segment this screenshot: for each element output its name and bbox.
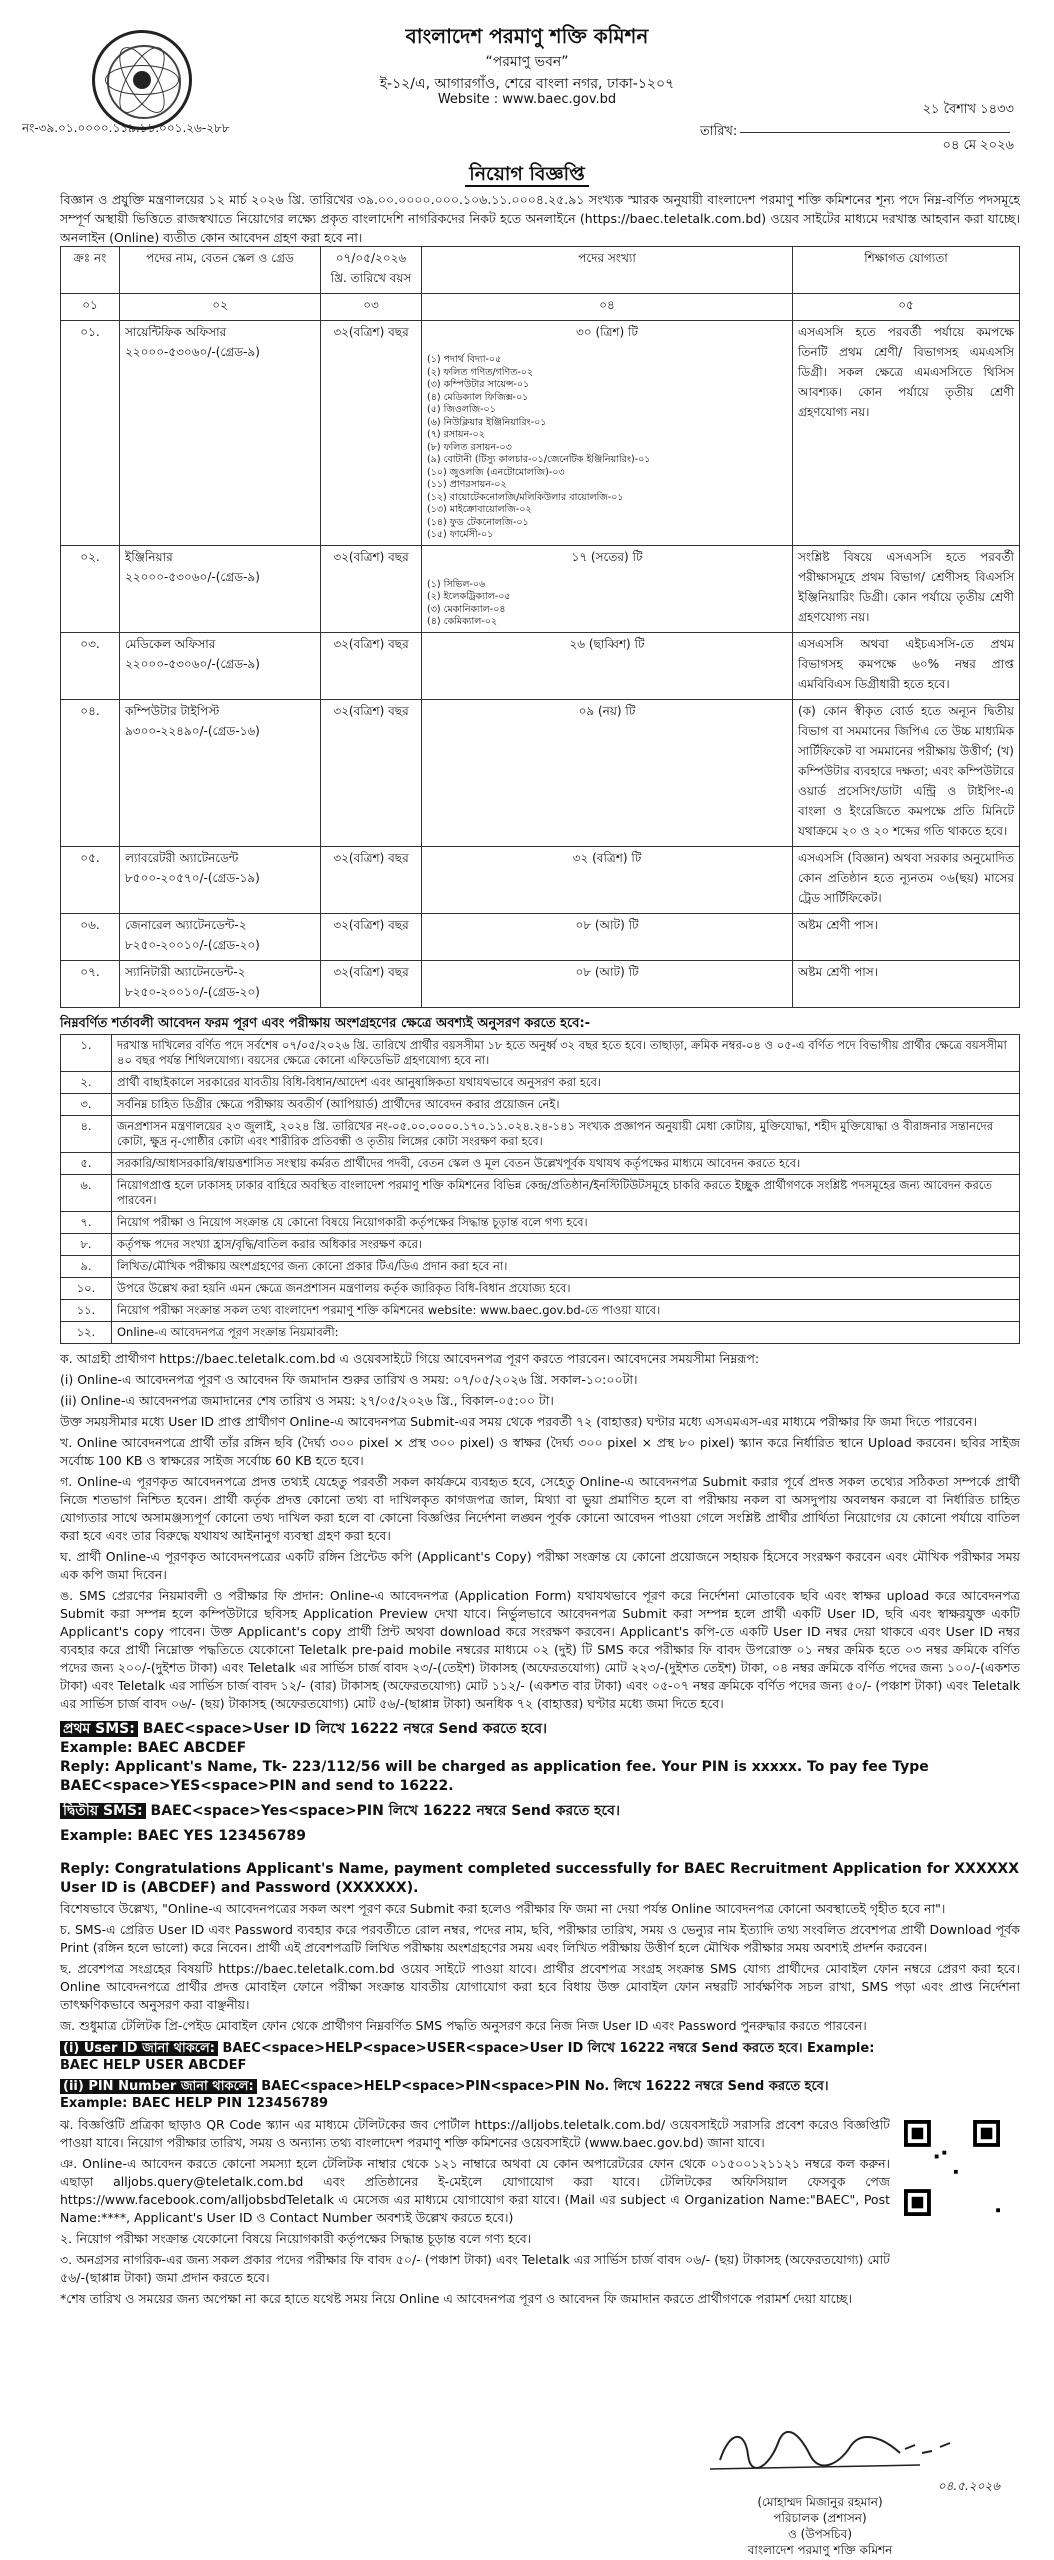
post-count: ০৮ (আট) টি xyxy=(575,917,639,932)
paragraph: (ii) Online-এ আবেদনপত্র জমাদানের শেষ তারিখ ও সময়: ২৭/০৫/২০২৬ খ্রি., বিকাল-০৫:০০ টা। xyxy=(60,1393,554,1408)
condition-row xyxy=(61,1300,1020,1322)
post-name: স্যানিটারী অ্যাটেনডেন্ট-২ xyxy=(125,964,246,979)
signatory-block xyxy=(640,2478,1000,2558)
paragraph: গ. Online-এ পূরণকৃত আবেদনপত্রে প্রদত্ত তথ্যই যেহেতু পরবর্তী সকল কার্যক্রমে ব্যবহৃত হবে, সেহেতু Online-এ আবেদনপত্র Submit করার পূর্বে প্রদত্ত সকল তথ্যের সঠিকতা সম্পর্কে প্রার্থী নিজে শতভাগ নিশ্চিত হবেন। প্রার্থী কর্তৃক প্রদত্ত কোনো তথ্য বা দাখিলকৃত কাগজপত্র জাল, মিথ্যা বা ভুয়া প্রমাণিত হলে বা পরীক্ষায় নকল বা অসদুপায় অবলম্বন করলে বা নির্ধারিত চাহিত যোগ্যতার সাথে অসামঞ্জস্যপূর্ণ কোনো তথ্য দাখিল করা হলে বা কোনো বিজ্ঞপ্তির নির্দেশনা লঙ্ঘন পূর্বক কোনো আবেদন পাওয়া গেলে সংশ্লিষ্ট প্রার্থীর প্রার্থিতা নিয়োগের যে কোনো পর্যায়ে বাতিল করা হবে এবং তার বিরুদ্ধে যথাযথ আইনানুগ ব্যবস্থা গ্রহণ করা হবে। xyxy=(60,1474,1020,1543)
first-sms-text: BAEC<space>User ID লিখে 16222 নম্বরে Send করতে হবে। xyxy=(142,1721,548,1737)
sub-post-item: (৪) কেমিক্যাল-০২ xyxy=(427,616,498,627)
col-number: ০৫ xyxy=(793,294,1020,321)
condition-number: ৪. xyxy=(61,1116,112,1153)
col-serial: ক্রঃ নং xyxy=(61,247,120,294)
second-sms-text: BAEC<space>Yes<space>PIN লিখে 16222 নম্বরে Send করতে হবে। xyxy=(150,1803,620,1819)
paragraph: খ. Online আবেদনপত্রে প্রার্থী তাঁর রঙ্গিন ছবি (দৈর্ঘ্য ৩০০ pixel × প্রস্থ ৩০০ pixel) ও স্বাক্ষর (দৈর্ঘ্য ৩০০ pixel × প্রস্থ ৮০ pixel) স্ক্যান করে নির্ধারিত স্থানে Upload করবেন। ছবির সাইজ সর্বোচ্চ 100 KB ও স্বাক্ষরের সাইজ সর্বোচ্চ 60 KB হতে হবে। xyxy=(60,1435,1020,1468)
condition-number: ৫. xyxy=(61,1153,112,1175)
pay-scale: ৮২৫০-২০০১০/-(গ্রেড-২০) xyxy=(125,984,260,999)
sub-post-item: (২) ইলেকট্রিক্যাল-০৫ xyxy=(427,591,511,602)
condition-row xyxy=(61,1153,1020,1175)
post-name: ল্যাবরেটরী অ্যাটেনডেন্ট xyxy=(125,850,239,865)
row-serial: ০১. xyxy=(61,321,120,546)
condition-number: ৬. xyxy=(61,1175,112,1212)
table-row xyxy=(61,846,1020,913)
condition-row xyxy=(61,1175,1020,1212)
signatory-title: পরিচালক (প্রশাসন) xyxy=(773,2511,867,2525)
post-count: ০৯ (নয়) টি xyxy=(578,703,636,718)
conditions-title: নিম্নবর্ণিত শর্তাবলী আবেদন ফরম পূরণ এবং পরীক্ষায় অংশগ্রহণের ক্ষেত্রে অবশ্যই অনুসরণ করতে হবে:- xyxy=(60,1016,591,1031)
pin-text: BAEC<space>HELP<space>PIN<space>PIN No. লিখে 16222 নম্বরে Send করতে হবে। Example: BAEC HELP PIN 123456789 xyxy=(60,2079,829,2111)
sub-post-item: (৫) জিওলজি-০১ xyxy=(427,404,496,415)
pay-scale: ২২০০০-৫৩০৬০/-(গ্রেড-৯) xyxy=(125,656,260,671)
row-post xyxy=(120,321,321,546)
post-count: ২৬ (ছাব্বিশ) টি xyxy=(569,636,645,651)
post-name: জেনারেল অ্যাটেনডেন্ট-২ xyxy=(125,917,247,932)
row-qualification: এসএসসি অথবা এইচএসসি-তে প্রথম বিভাগসহ কমপক্ষে ৬০% নম্বর প্রাপ্ত এমবিবিএস ডিগ্রীধারী হতে হবে। xyxy=(793,632,1020,699)
post-count: ৩২ (বত্রিশ) টি xyxy=(572,850,642,865)
pay-scale: ৯৩০০-২২৪৯০/-(গ্রেড-১৬) xyxy=(125,723,260,738)
paragraph: ২. নিয়োগ পরীক্ষা সংক্রান্ত যেকোনো বিষয়ে নিয়োগকারী কর্তৃপক্ষের সিদ্ধান্ত চূড়ান্ত বলে গণ্য হবে। xyxy=(60,2231,532,2246)
sub-post-item: (১৩) মাইক্রোবায়োলজি-০২ xyxy=(427,504,532,515)
paragraph: উক্ত সময়সীমার মধ্যে User ID প্রাপ্ত প্রার্থীগণ Online-এ আবেদনপত্র Submit-এর সময় থেকে পরবর্তী ৭২ (বাহাত্তর) ঘণ্টার মধ্যে এসএমএস-এর মাধ্যমে পরীক্ষার ফি জমা দিতে পারবেন। xyxy=(60,1414,978,1429)
table-row xyxy=(61,913,1020,960)
col-count: পদের সংখ্যা xyxy=(422,247,793,294)
condition-number: ৭. xyxy=(61,1212,112,1234)
condition-row xyxy=(61,1072,1020,1094)
row-post xyxy=(120,545,321,632)
building-name: “পরমাণু ভবন” xyxy=(485,54,569,70)
row-qualification: এসএসসি (বিজ্ঞান) অথবা সরকার অনুমোদিত কোন প্রতিষ্ঠান হতে ন্যূনতম ০৬(ছয়) মাসের ট্রেড সার্টিফিকেট। xyxy=(793,846,1020,913)
condition-row xyxy=(61,1212,1020,1234)
condition-text: কর্তৃপক্ষ পদের সংখ্যা হ্রাস/বৃদ্ধি/বাতিল করার অধিকার সংরক্ষণ করে। xyxy=(112,1234,1020,1256)
date-label: তারিখ: xyxy=(700,124,738,139)
row-serial: ০৬. xyxy=(61,913,120,960)
sms-instructions xyxy=(60,1720,1020,1846)
condition-row xyxy=(61,1234,1020,1256)
condition-number: ১. xyxy=(61,1035,112,1072)
condition-row xyxy=(61,1094,1020,1116)
row-qualification: (ক) কোন স্বীকৃত বোর্ড হতে অন্যূন দ্বিতীয় বিভাগ বা সমমানের জিপিএ তে উচ্চ মাধ্যমিক সার্টিফিকেট বা সমমানের পরীক্ষায় উত্তীর্ণ; (খ) কম্পিউটার ব্যবহারে দক্ষতা; এবং কম্পিউটারে ওয়ার্ড প্রসেসিং/ডাটা এন্ট্রি ও টাইপিং-এ বাংলা ও ইংরেজিতে কমপক্ষে প্রতি মিনিটে যথাক্রমে ২০ ও ২০ শব্দের গতি থাকতে হবে। xyxy=(793,699,1020,846)
condition-text: লিখিত/মৌখিক পরীক্ষায় অংশগ্রহণের জন্য কোনো প্রকার টিএ/ডিএ প্রদান করা হবে না। xyxy=(112,1256,1020,1278)
paragraph: বিশেষভাবে উল্লেখ্য, "Online-এ আবেদনপত্রের সকল অংশ পূরণ করে Submit করা হলেও পরীক্ষার ফি জমা না দেয়া পর্যন্ত Online আবেদনপত্র কোনো অবস্থাতেই গৃহীত হবে না"। xyxy=(60,1901,946,1916)
signatory-sub: ও (উপসচিব) xyxy=(787,2527,853,2541)
signature-date: ০৪.৫.২০২৬ xyxy=(937,2479,1000,2493)
sub-post-item: (৯) বোটানী (টিস্যু কালচার-০১/জেনেটিক ইঞ্জিনিয়ারিং)-০১ xyxy=(427,454,651,465)
memo-number: নং-৩৯.০১.০০০০.১১৯.১১.০০১.২৬-২৮৮ xyxy=(22,121,230,135)
col-number: ০২ xyxy=(120,294,321,321)
condition-text: উপরে উল্লেখ করা হয়নি এমন ক্ষেত্রে জনপ্রশাসন মন্ত্রণালয় কর্তৃক জারিকৃত বিধি-বিধান প্রযোজ্য হবে। xyxy=(112,1278,1020,1300)
row-post xyxy=(120,913,321,960)
pin-label: (ii) PIN Number জানা থাকলে: xyxy=(60,2079,257,2094)
row-qualification: অষ্টম শ্রেণী পাস। xyxy=(793,913,1020,960)
table-header-row xyxy=(61,247,1020,294)
sub-post-item: (১৪) ফুড টেকনোলজি-০১ xyxy=(427,516,529,528)
sub-post-item: (৭) রসায়ন-০২ xyxy=(427,429,485,440)
first-sms-label: প্রথম SMS: xyxy=(60,1721,138,1737)
second-sms-example: Example: BAEC YES 123456789 xyxy=(60,1828,306,1844)
recover-instructions xyxy=(60,2040,890,2112)
sub-post-item: (১২) বায়োটেকনোলজি/মলিকিউলার বায়োলজি-০১ xyxy=(427,491,624,503)
sub-post-item: (১০) জুওলজি (এনটোমোলজি)-০৩ xyxy=(427,466,565,478)
signature xyxy=(700,2425,1000,2475)
table-row xyxy=(61,321,1020,546)
table-row xyxy=(61,545,1020,632)
condition-row xyxy=(61,1035,1020,1072)
paragraph: চ. SMS-এ প্রেরিত User ID এবং Password ব্যবহার করে পরবর্তীতে রোল নম্বর, পদের নাম, ছবি, পরীক্ষার তারিখ, সময় ও ভেন্যুর নাম ইত্যাদি তথ্য সংবলিত প্রবেশপত্র প্রার্থী Download পূর্বক Print (রঙ্গিন হলে ভালো) করে নিবেন। প্রার্থী এই প্রবেশপত্রটি লিখিত পরীক্ষায় অংশগ্রহণের সময় এবং লিখিত পরীক্ষায় উত্তীর্ণ হলে মৌখিক পরীক্ষার সময় অবশ্যই প্রদর্শন করবেন। xyxy=(60,1922,1020,1955)
sub-post-item: (১) সিভিল-০৬ xyxy=(427,578,486,590)
post-count: ০৮ (আট) টি xyxy=(575,964,639,979)
qr-code[interactable] xyxy=(904,2120,1000,2216)
sub-post-item: (১৫) ফার্মেসী-০১ xyxy=(427,529,494,540)
row-serial: ০২. xyxy=(61,545,120,632)
date-english: ০৪ মে ২০২৬ xyxy=(942,138,1014,153)
col-number: ০৪ xyxy=(422,294,793,321)
paragraph: ঙ. SMS প্রেরণের নিয়মাবলী ও পরীক্ষার ফি প্রদান: Online-এ আবেদনপত্র (Application Form) যথাযথভাবে পূরণ করে নির্দেশনা মোতাবেক ছবি এবং স্বাক্ষর upload করে আবেদনপত্র Submit করা সম্পন্ন হলে কম্পিউটারে ছবিসহ Application Preview দেখা যাবে। নির্ভুলভাবে আবেদনপত্র Submit করা সম্পন্ন হলে প্রার্থী একটি User ID, ছবি এবং স্বাক্ষরযুক্ত একটি Applicant's copy পাবেন। উক্ত Applicant's copy প্রার্থী প্রিন্ট অথবা download করে সংরক্ষণ করবেন। Applicant's কপি-তে একটি User ID নম্বর দেয়া থাকবে এবং User ID নম্বর ব্যবহার করে প্রার্থী নিম্নোক্ত পদ্ধতিতে যেকোনো Teletalk pre-paid mobile নম্বরের মাধ্যমে ০২ (দুই) টি SMS করে পরীক্ষার ফি বাবদ উপরোক্ত ০১ নম্বর ক্রমিক হতে ০৩ নম্বর ক্রমিকে বর্ণিত পদের জন্য ২০০/-(দুইশত টাকা) এবং Teletalk এর সার্ভিস চার্জ বাবদ ২৩/-(তেইশ) টাকাসহ (অফেরতযোগ্য) মোট ২২৩/-(দুইশত তেইশ) টাকা, ০৪ নম্বর ক্রমিকে বর্ণিত পদের জন্য ১০০/-(একশত টাকা) এবং Teletalk এর সার্ভিস চার্জ বাবদ ১২/- (বার) টাকাসহ (অফেরতযোগ্য) মোট ১১২/- (একশত বার টাকা) এবং ০৫-০৭ নম্বর ক্রমিকে বর্ণিত পদের জন্য ৫০/- (পঞ্চাশ টাকা) এবং Teletalk এর সার্ভিস চার্জ বাবদ ০৬/- (ছয়) টাকাসহ (অফেরতযোগ্য) মোট ৫৬/-(ছাপ্পান্ন টাকা) অনধিক ৭২ (বাহাত্তর) ঘণ্টার মধ্যে জমা দিতে হবে। xyxy=(60,1588,1020,1711)
row-count xyxy=(422,545,793,632)
condition-row xyxy=(61,1116,1020,1153)
second-sms-label: দ্বিতীয় SMS: xyxy=(60,1803,146,1819)
post-count: ৩০ (ত্রিশ) টি xyxy=(576,325,638,339)
sub-post-item: (২) ফলিত গণিত/গণিত-০২ xyxy=(427,366,534,378)
condition-text: নিয়োগপ্রাপ্ত হলে ঢাকাসহ ঢাকার বাহিরে অবস্থিত বাংলাদেশ পরমাণু শক্তি কমিশনের বিভিন্ন কেন্দ্র/প্রতিষ্ঠান/ইনস্টিটিউটসমূহে চাকরি করতে ইচ্ছুক প্রার্থীগণকে সংশ্লিষ্ট পদসমূহের জন্য আবেদন করতে পারবেন। xyxy=(112,1175,1020,1212)
row-age: ৩২(বত্রিশ) বছর xyxy=(321,913,422,960)
condition-number: ১২. xyxy=(61,1322,112,1344)
date-bangla: ২১ বৈশাখ ১৪৩৩ xyxy=(922,102,1014,117)
paragraph: ঝ. বিজ্ঞপ্তিটি প্রত্রিকা ছাড়াও QR Code স্ক্যান এর মাধ্যমে টেলিটকের জব পোর্টাল https://alljobs.teletalk.com.bd/ ওয়েবসাইটে সরাসরি প্রবেশ করেও বিজ্ঞপ্তিটি পাওয়া যাবে। নিয়োগ পরীক্ষার তারিখ, সময় ও অন্যান্য তথ্য বাংলাদেশ পরমাণু শক্তি কমিশনের ওয়েবসাইটে (www.baec.gov.bd) জানা যাবে। xyxy=(60,2117,890,2150)
condition-number: ১১. xyxy=(61,1300,112,1322)
admit-card-rules xyxy=(60,1900,1020,2038)
pay-scale: ৮২৫০-২০০১০/-(গ্রেড-২০) xyxy=(125,937,260,952)
uid-label: (i) User ID জানা থাকলে: xyxy=(60,2041,218,2056)
condition-text: দরখাস্ত দাখিলের বর্ণিত পদে সর্বশেষ ০৭/০৫/২০২৬ খ্রি. তারিখে প্রার্থীর বয়সসীমা ১৮ হতে অনুর্ধ্ব ৩২ বছর হতে হবে। তাছাড়া, ক্রমিক নম্বর-০৪ ও ০৫-এ বর্ণিত পদে বিভাগীয় প্রার্থীর ক্ষেত্রে বয়সসীমা ৪০ বছর পর্যন্ত শিথিলযোগ্য। বয়সের ক্ষেত্রে কোনো এফিডেভিট গ্রহণযোগ্য হবে না। xyxy=(112,1035,1020,1072)
condition-row xyxy=(61,1256,1020,1278)
paragraph: ঘ. প্রার্থী Online-এ পূরণকৃত আবেদনপত্রের একটি রঙ্গিন প্রিন্টেড কপি (Applicant's Copy) পরীক্ষা সংক্রান্ত যে কোনো প্রয়োজনে সহায়ক হিসেবে সংরক্ষণ করবেন এবং মৌখিক পরীক্ষার সময় এক কপি জমা দিবেন। xyxy=(60,1549,1020,1582)
application-rules xyxy=(60,1350,1020,1716)
condition-text: সরকারি/আধাসরকারি/স্বায়ত্তশাসিত সংস্থায় কর্মরত প্রার্থীদের পদবী, বেতন স্কেল ও মূল বেতন উল্লেখপূর্বক যথাযথ কর্তৃপক্ষের মাধ্যমে আবেদন করতে হবে। xyxy=(112,1153,1020,1175)
pay-scale: ২২০০০-৫৩০৬০/-(গ্রেড-৯) xyxy=(125,569,260,584)
condition-text: প্রার্থী বাছাইকালে সরকারের যাবতীয় বিধি-বিধান/আদেশ এবং আনুষাঙ্গিকতা যথাযথভাবে অনুসরণ করা হবে। xyxy=(112,1072,1020,1094)
paragraph: জ. শুধুমাত্র টেলিটক প্রি-পেইড মোবাইল ফোন থেকে প্রার্থীগণ নিম্নবর্ণিত SMS পদ্ধতি অনুসরণ করে নিজ নিজ User ID এবং Password পুনরুদ্ধার করতে পারবেন। xyxy=(60,2018,867,2033)
condition-text: Online-এ আবেদনপত্র পূরণ সংক্রান্ত নিয়মাবলী: xyxy=(112,1322,1020,1344)
row-age: ৩২(বত্রিশ) বছর xyxy=(321,960,422,1007)
row-post xyxy=(120,632,321,699)
sub-post-item: (৩) মেকানিক্যাল-০৪ xyxy=(427,603,506,615)
row-age: ৩২(বত্রিশ) বছর xyxy=(321,846,422,913)
row-post xyxy=(120,699,321,846)
paragraph: ঞ. Online-এ আবেদন করতে কোনো সমস্যা হলে টেলিটক নাম্বার থেকে ১২১ নাম্বারে অথবা যে কোন অপারেটরের ফোন থেকে ০১৫০০১২১১২১ নম্বরে কল করুন। এছাড়া alljobs.query@teletalk.com.bd এবং প্রতিষ্ঠানের ই-মেইলে যোগাযোগ করা যাবে। টেলিটকের অফিসিয়াল ফেসবুক পেজ https://www.facebook.com/alljobsbdTeletalk এ মেসেজ এর মাধ্যমে যোগাযোগ করা যাবে। (Mail এর subject এ Organization Name:"BAEC", Post Name:****, Applicant's User ID ও Contact Number অবশ্যই উল্লেখ করতে হবে।) xyxy=(60,2156,890,2225)
table-row xyxy=(61,632,1020,699)
sms-reply: Reply: Congratulations Applicant's Name, payment completed successfully for BAEC Recruitment Application for XXXXXX User ID is (ABCDEF) and Password (XXXXXX). xyxy=(60,1861,1020,1896)
paragraph: ৩. অনগ্রসর নাগরিক-এর জন্য সকল প্রকার পদের পরীক্ষার ফি বাবদ ৫০/- (পঞ্চাশ টাকা) এবং Teletalk এর সার্ভিস চার্জ বাবদ ০৬/- (ছয়) টাকাসহ (অফেরতযোগ্য) মোট ৫৬/-(ছাপ্পান্ন টাকা) জমা প্রদান করতে হবে। xyxy=(60,2252,890,2285)
table-row xyxy=(61,960,1020,1007)
paragraph: ছ. প্রবেশপত্র সংগ্রহের বিষয়টি https://baec.teletalk.com.bd ওয়েব সাইটে পাওয়া যাবে। প্রার্থীর প্রবেশপত্র সংগ্রহ সংক্রান্ত SMS যোগ্য প্রার্থীদের মোবাইল ফোন নম্বরে প্রেরণ করা হবে। Online আবেদনপত্রে প্রার্থীর প্রদত্ত মোবাইল ফোনে পরীক্ষা সংক্রান্ত যাবতীয় যোগাযোগ করা হবে বিধায় উক্ত মোবাইল ফোন নম্বরটি সার্বক্ষণিক সচল রাখা, SMS পড়া এবং প্রাপ্ত নির্দেশনা তাৎক্ষণিকভাবে অনুসরণ করা বাঞ্ছনীয়। xyxy=(60,1961,1020,2012)
pay-scale: ২২০০০-৫৩০৬০/-(গ্রেড-৯) xyxy=(125,345,260,359)
sub-post-item: (৪) মেডিক্যাল ফিজিক্স-০১ xyxy=(427,391,529,403)
post-name: সায়েন্টিফিক অফিসার xyxy=(125,325,227,339)
sub-post-item: (৩) কম্পিউটার সায়েন্স-০১ xyxy=(427,379,530,390)
signatory-name: (মোহাম্মদ মিজানুর রহমান) xyxy=(757,2495,883,2509)
intro-paragraph: বিজ্ঞান ও প্রযুক্তি মন্ত্রণালয়ের ১২ মার্চ ২০২৬ খ্রি. তারিখের ৩৯.০০.০০০০.০০০.১০৬.১১.০০০৪.২৫.৯১ সংখ্যক স্মারক অনুযায়ী বাংলাদেশ পরমাণু শক্তি কমিশনের শূন্য পদে নিম্ন-বর্ণিত পদসমূহে সম্পূর্ণ অস্থায়ী ভিত্তিতে রাজস্বখাতে নিয়োগের লক্ষ্যে প্রকৃত বাংলাদেশি নাগরিকদের নিকট হতে অনলাইনে (https://baec.teletalk.com.bd) ওয়েব সাইটের মাধ্যমে দরখাস্ত আহবান করা যাচ্ছে। অনলাইন (Online) ব্যতীত কোন আবেদন গ্রহণ করা হবে না। xyxy=(60,192,1020,245)
condition-number: ৯. xyxy=(61,1256,112,1278)
first-sms-example: Example: BAEC ABCDEF xyxy=(60,1740,247,1756)
condition-number: ২. xyxy=(61,1072,112,1094)
col-age: ০৭/০৫/২০২৬ খ্রি. তারিখে বয়স xyxy=(321,247,422,294)
row-post xyxy=(120,960,321,1007)
condition-text: নিয়োগ পরীক্ষা ও নিয়োগ সংক্রান্ত যে কোনো বিষয়ে নিয়োগকারী কর্তৃপক্ষের সিদ্ধান্ত চূড়ান্ত বলে গণ্য হবে। xyxy=(112,1212,1020,1234)
notice-title: নিয়োগ বিজ্ঞপ্তি xyxy=(0,160,1054,192)
col-qualification: শিক্ষাগত যোগ্যতা xyxy=(793,247,1020,294)
col-post: পদের নাম, বেতন স্কেল ও গ্রেড xyxy=(120,247,321,294)
uid-text: BAEC<space>HELP<space>USER<space>User ID লিখে 16222 নম্বরে Send করতে হবে। Example: BAEC HELP USER ABCDEF xyxy=(60,2041,875,2073)
posts-table xyxy=(60,246,1020,1008)
condition-number: ৩. xyxy=(61,1094,112,1116)
paragraph: (i) Online-এ আবেদনপত্র পূরণ ও আবেদন ফি জমাদান শুরুর তারিখ ও সময়: ০৭/০৫/২০২৬ খ্রি. সকাল-১০:০০টা। xyxy=(60,1372,638,1387)
condition-number: ১০. xyxy=(61,1278,112,1300)
row-age: ৩২(বত্রিশ) বছর xyxy=(321,321,422,546)
row-count xyxy=(422,632,793,699)
post-name: ইঞ্জিনিয়ার xyxy=(125,549,173,564)
condition-text: নিয়োগ পরীক্ষা সংক্রান্ত সকল তথ্য বাংলাদেশ পরমাণু শক্তি কমিশনের website: www.baec.gov.bd-তে পাওয়া যাবে। xyxy=(112,1300,1020,1322)
row-serial: ০৭. xyxy=(61,960,120,1007)
pay-scale: ৮৫০০-২০৫৭০/-(গ্রেড-১৯) xyxy=(125,870,260,885)
sub-post-item: (১১) প্রাণরসায়ন-০২ xyxy=(427,479,507,490)
post-count: ১৭ (সতের) টি xyxy=(571,549,643,564)
first-sms-reply: Reply: Applicant's Name, Tk- 223/112/56 will be charged as application fee. Your PIN is xxxxx. To pay fee Type BAEC<space>YES<space>PIN and send to 16222. xyxy=(60,1759,929,1794)
row-post xyxy=(120,846,321,913)
row-qualification: অষ্টম শ্রেণী পাস। xyxy=(793,960,1020,1007)
post-name: কম্পিউটার টাইপিস্ট xyxy=(125,703,220,718)
row-qualification: সংশ্লিষ্ট বিষয়ে এসএসসি হতে পরবর্তী পরীক্ষাসমূহে প্রথম বিভাগ/ শ্রেণীসহ বিএসসি ইঞ্জিনিয়ারিং ডিগ্রী। কোন পর্যায়ে তৃতীয় শ্রেণী গ্রহণযোগ্য নয়। xyxy=(793,545,1020,632)
col-number: ০৩ xyxy=(321,294,422,321)
row-age: ৩২(বত্রিশ) বছর xyxy=(321,632,422,699)
row-count xyxy=(422,913,793,960)
signatory-org: বাংলাদেশ পরমাণু শক্তি কমিশন xyxy=(747,2543,893,2557)
conditions-table xyxy=(60,1034,1020,1344)
address: ই-১২/এ, আগারগাঁও, শেরে বাংলা নগর, ঢাকা-১২০৭ xyxy=(379,76,675,92)
row-serial: ০৪. xyxy=(61,699,120,846)
website: Website : www.baec.gov.bd xyxy=(437,92,617,107)
sub-post-list xyxy=(427,579,787,629)
col-number: ০১ xyxy=(61,294,120,321)
condition-text: সর্বনিম্ন চাহিত ডিগ্রীর ক্ষেত্রে পরীক্ষায় অবতীর্ণ (আপিয়ার্ড) প্রার্থীদের আবেদন করার প্রয়োজন নেই। xyxy=(112,1094,1020,1116)
paragraph: *শেষ তারিখ ও সময়ের জন্য অপেক্ষা না করে হাতে যথেষ্ট সময় নিয়ে Online এ আবেদনপত্র পূরণ ও আবেদন ফি জমাদান করতে প্রার্থীগণকে পরামর্শ দেয়া যাচ্ছে। xyxy=(60,2291,852,2306)
sub-post-list xyxy=(427,354,787,542)
date-divider xyxy=(740,132,1010,133)
row-age: ৩২(বত্রিশ) বছর xyxy=(321,545,422,632)
sub-post-item: (৮) ফলিত রসায়ন-০৩ xyxy=(427,441,512,453)
row-serial: ০৫. xyxy=(61,846,120,913)
row-serial: ০৩. xyxy=(61,632,120,699)
row-count xyxy=(422,960,793,1007)
row-count xyxy=(422,321,793,546)
row-count xyxy=(422,699,793,846)
row-qualification: এসএসসি হতে পরবর্তী পর্যায়ে কমপক্ষে তিনটি প্রথম শ্রেণী/ বিভাগসহ এমএসসি ডিগ্রী। সকল ক্ষেত্রে এমএসসিতে থিসিস আবশ্যক। কোন পর্যায়ে তৃতীয় শ্রেণী গ্রহণযোগ্য নয়। xyxy=(793,321,1020,546)
post-name: মেডিকেল অফিসার xyxy=(125,636,216,651)
condition-text: জনপ্রশাসন মন্ত্রণালয়ের ২৩ জুলাই, ২০২৪ খ্রি. তারিখের নং-০৫.০০.০০০০.১৭০.১১.০২৪.২৪-১৪১ সংখ্যক প্রজ্ঞাপন অনুযায়ী মেধা কোটায়, মুক্তিযোদ্ধা, শহীদ মুক্তিযোদ্ধা ও বীরাঙ্গনার সন্তানদের কোটা, ক্ষুদ্র নৃ-গোষ্ঠীর কোটা এবং শারীরিক প্রতিবন্ধী ও তৃতীয় লিঙ্গের কোটা সংরক্ষণ করা হবে। xyxy=(112,1116,1020,1153)
table-number-row xyxy=(61,294,1020,321)
row-count xyxy=(422,846,793,913)
org-name: বাংলাদেশ পরমাণু শক্তি কমিশন xyxy=(405,24,649,48)
condition-number: ৮. xyxy=(61,1234,112,1256)
paragraph: ক. আগ্রহী প্রার্থীগণ https://baec.teletalk.com.bd এ ওয়েবসাইটে গিয়ে আবেদনপত্র পূরণ করতে পারবেন। আবেদনের সময়সীমা নিম্নরূপ: xyxy=(60,1351,760,1366)
sub-post-item: (১) পদার্থ বিদ্যা-০৫ xyxy=(427,354,502,365)
condition-row xyxy=(61,1278,1020,1300)
row-age: ৩২(বত্রিশ) বছর xyxy=(321,699,422,846)
sub-post-item: (৬) নিউক্লিয়ার ইঞ্জিনিয়ারিং-০১ xyxy=(427,416,547,428)
contact-rules xyxy=(60,2116,890,2311)
condition-row xyxy=(61,1322,1020,1344)
table-row xyxy=(61,699,1020,846)
